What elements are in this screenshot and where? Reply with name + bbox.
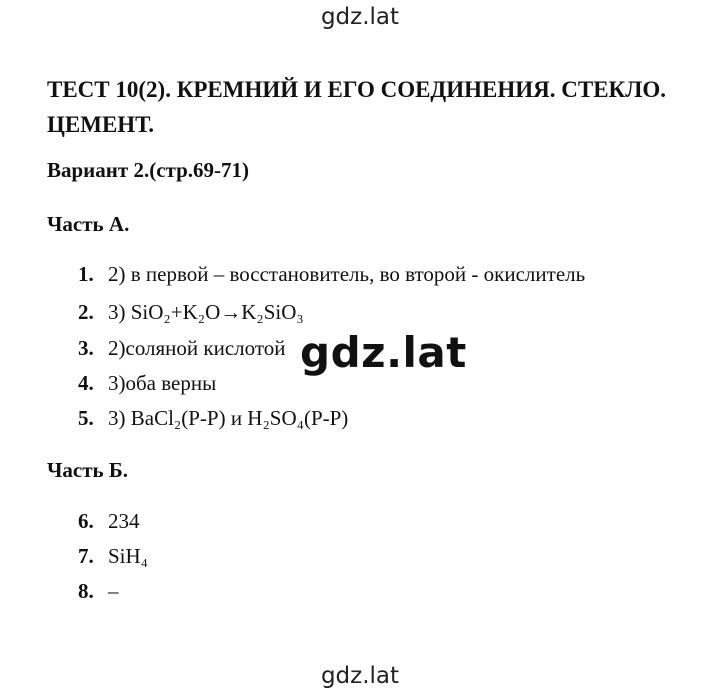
answer-row: [78, 336, 286, 361]
answer-text: 3) SiO₂+K₂O→K₂SiO₃: [108, 300, 304, 324]
page-title: ТЕСТ 10(2). КРЕМНИЙ И ЕГО СОЕДИНЕНИЯ. СТЕКЛО. ЦЕМЕНТ.: [47, 77, 667, 137]
answer-number: 8.: [78, 579, 94, 603]
variant-heading: Вариант 2.(стр.69-71): [47, 158, 250, 182]
answer-row: [78, 509, 140, 534]
answer-row: [78, 579, 119, 604]
answer-text: 2)соляной кислотой: [108, 336, 286, 360]
answer-text: SiH₄: [108, 544, 149, 568]
answer-number: 3.: [78, 336, 94, 360]
answer-number: 1.: [78, 262, 94, 286]
answer-row: [78, 262, 585, 287]
answer-number: 7.: [78, 544, 94, 568]
answer-row: [78, 544, 148, 569]
watermark-bottom: gdz.lat: [320, 663, 400, 689]
answer-number: 5.: [78, 406, 94, 430]
answer-text: –: [108, 579, 119, 603]
answer-row: [78, 371, 216, 396]
watermark-middle: gdz.lat: [300, 328, 467, 377]
answer-number: 4.: [78, 371, 94, 395]
answer-number: 6.: [78, 509, 94, 533]
part-b-heading: Часть Б.: [47, 458, 129, 482]
answer-text: 3)оба верны: [108, 371, 217, 395]
watermark-top: gdz.lat: [320, 4, 400, 30]
answer-number: 2.: [78, 300, 94, 324]
answer-row: [78, 300, 304, 325]
part-a-heading: Часть А.: [47, 212, 130, 236]
answer-row: [78, 406, 348, 431]
answer-text: 3) BaCl₂(Р-Р) и H₂SO₄(Р-Р): [108, 406, 349, 430]
answer-text: 2) в первой – восстановитель, во второй - окислитель: [108, 262, 586, 286]
answer-text: 234: [108, 509, 140, 533]
